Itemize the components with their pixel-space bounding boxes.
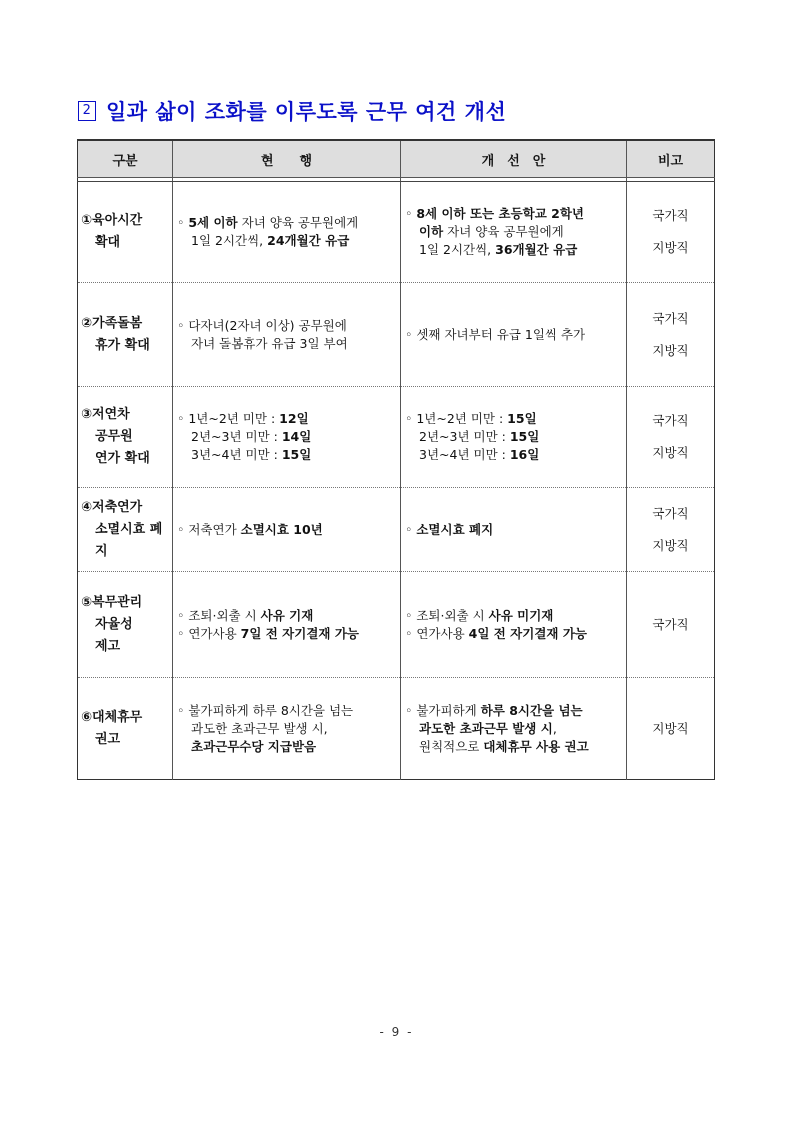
category-line: ②가족돌봄 [81,315,143,331]
category-line: 권고 [95,731,121,747]
table-row [78,678,715,780]
bold-text: 16일 [509,447,540,462]
text: 2년~3년 미만 : [419,429,510,444]
category-cell [78,182,173,283]
bold-text: 초과근무수당 지급받음 [191,738,317,754]
bold-text: 15일 [509,429,540,444]
category-line: ⑥대체휴무 [81,709,143,725]
table-row [78,283,715,387]
current-cell [173,283,401,387]
category-line: 공무원 [95,429,133,444]
category-line: 자율성 [95,616,133,632]
bold-text: 이하 [419,224,444,239]
category-line: ④저축연가 [81,499,143,515]
text: 3년~4년 미만 : [191,447,282,462]
text: , [552,720,557,736]
category-cell [78,488,173,572]
note-cell [627,572,715,678]
section-number-box: 2 [78,101,96,121]
text: ◦ [405,521,417,537]
current-line [177,521,397,539]
text: ◦ 다자녀(2자녀 이상) 공무원에 [177,317,347,333]
current-line [177,738,397,756]
header-current: 현 행 [173,140,401,178]
table-row [78,182,715,283]
bold-text: 12일 [279,411,309,426]
proposed-line [405,720,623,738]
proposed-line [405,410,623,428]
proposed-line [405,223,623,241]
text: ◦ 연가사용 [177,625,241,641]
current-cell [173,182,401,283]
note-text: 지방직 [652,342,689,358]
current-line [177,607,397,625]
note-cell [627,387,715,488]
proposed-line [405,521,623,539]
note-cell [627,678,715,780]
bold-text: 4일 전 자기결재 가능 [468,625,587,641]
bold-text: 5세 이하 [188,215,238,230]
text: ◦ 조퇴·외출 시 [405,607,489,623]
note-cell [627,182,715,283]
text: 3년~4년 미만 : [419,447,510,462]
note-text: 국가직 [652,310,689,326]
bold-text: 15일 [281,447,312,462]
note-text: 국가직 [652,413,689,428]
proposed-line [405,205,623,223]
proposed-cell [401,572,627,678]
bold-text: 과도한 초과근무 발생 시 [419,720,553,736]
bold-text: 8세 이하 또는 초등학교 2학년 [416,206,584,221]
text: 자녀 돌봄휴가 유급 3일 부여 [191,335,348,351]
proposed-line [405,326,623,344]
current-line [177,214,397,232]
bold-text: 36개월간 유급 [495,242,578,257]
text: ◦ [177,215,189,230]
note-text: 국가직 [652,616,689,632]
category-line: ③저연차 [81,407,130,422]
table-row [78,387,715,488]
current-line [177,428,397,446]
proposed-cell [401,182,627,283]
header-category: 구분 [78,140,173,178]
note-text: 지방직 [652,720,689,736]
bold-text: 대체휴무 사용 권고 [483,738,589,754]
note-cell [627,488,715,572]
text: 원칙적으로 [419,738,484,754]
header-note: 비고 [627,140,715,178]
header-proposed: 개 선 안 [401,140,627,178]
table-body [78,178,715,780]
proposed-cell [401,678,627,780]
bold-text: 사유 미기재 [488,607,554,623]
text: ◦ 조퇴·외출 시 [177,607,261,623]
table-row [78,488,715,572]
text: 2년~3년 미만 : [191,429,282,444]
bold-text: 24개월간 유급 [267,233,350,248]
proposed-line [405,241,623,259]
proposed-line [405,446,623,464]
note-text: 지방직 [652,537,689,553]
text: 자녀 양육 공무원에게 [237,215,359,230]
category-line: 연가 확대 [95,451,150,466]
current-line [177,317,397,335]
table-header-row [78,140,715,178]
text: ◦ 불가피하게 하루 8시간을 넘는 [177,702,354,718]
proposed-cell [401,488,627,572]
category-cell [78,572,173,678]
category-cell [78,387,173,488]
page-number: - 9 - [379,1025,414,1039]
current-line [177,335,397,353]
current-cell [173,488,401,572]
text: ◦ 불가피하게 [405,702,481,718]
category-cell [78,678,173,780]
text: 자녀 양육 공무원에게 [443,224,564,239]
bold-text: 소멸시효 10년 [240,521,323,537]
current-cell [173,678,401,780]
category-line: 소멸시효 폐지 [95,521,163,559]
note-text: 국가직 [652,505,689,521]
category-cell [78,283,173,387]
text: ◦ 연가사용 [405,625,469,641]
text: ◦ 1년~2년 미만 : [405,411,508,426]
current-cell [173,572,401,678]
bold-text: 소멸시효 폐지 [416,521,494,537]
note-text: 지방직 [652,240,689,255]
bold-text: 사유 기재 [260,607,314,623]
text: ◦ 저축연가 [177,521,241,537]
comparison-table [77,139,715,780]
proposed-cell [401,387,627,488]
current-line [177,625,397,643]
note-text: 국가직 [652,208,689,223]
text: ◦ 1년~2년 미만 : [177,411,280,426]
text: ◦ [405,206,417,221]
category-line: 제고 [95,638,121,654]
bold-text: 하루 8시간을 넘는 [480,702,583,718]
category-line: 확대 [95,235,121,250]
category-line: 휴가 확대 [95,337,150,353]
note-cell [627,283,715,387]
text: 1일 2시간씩, [419,242,496,257]
current-cell [173,387,401,488]
section-title: 일과 삶이 조화를 이루도록 근무 여건 개선 [106,100,507,124]
current-line [177,232,397,250]
proposed-line [405,428,623,446]
proposed-line [405,702,623,720]
current-line [177,720,397,738]
bold-text: 7일 전 자기결재 가능 [240,625,359,641]
note-text: 지방직 [652,445,689,460]
proposed-line [405,607,623,625]
text: 과도한 초과근무 발생 시, [191,720,328,736]
text: 1일 2시간씩, [191,233,268,248]
table-row [78,572,715,678]
bold-text: 15일 [507,411,537,426]
proposed-cell [401,283,627,387]
category-line: ⑤복무관리 [81,594,143,610]
category-line: ①육아시간 [81,213,143,228]
current-line [177,702,397,720]
section-heading [78,96,506,126]
text: ◦ 셋째 자녀부터 유급 1일씩 추가 [405,326,586,342]
proposed-line [405,738,623,756]
proposed-line [405,625,623,643]
current-line [177,446,397,464]
current-line [177,410,397,428]
bold-text: 14일 [281,429,312,444]
